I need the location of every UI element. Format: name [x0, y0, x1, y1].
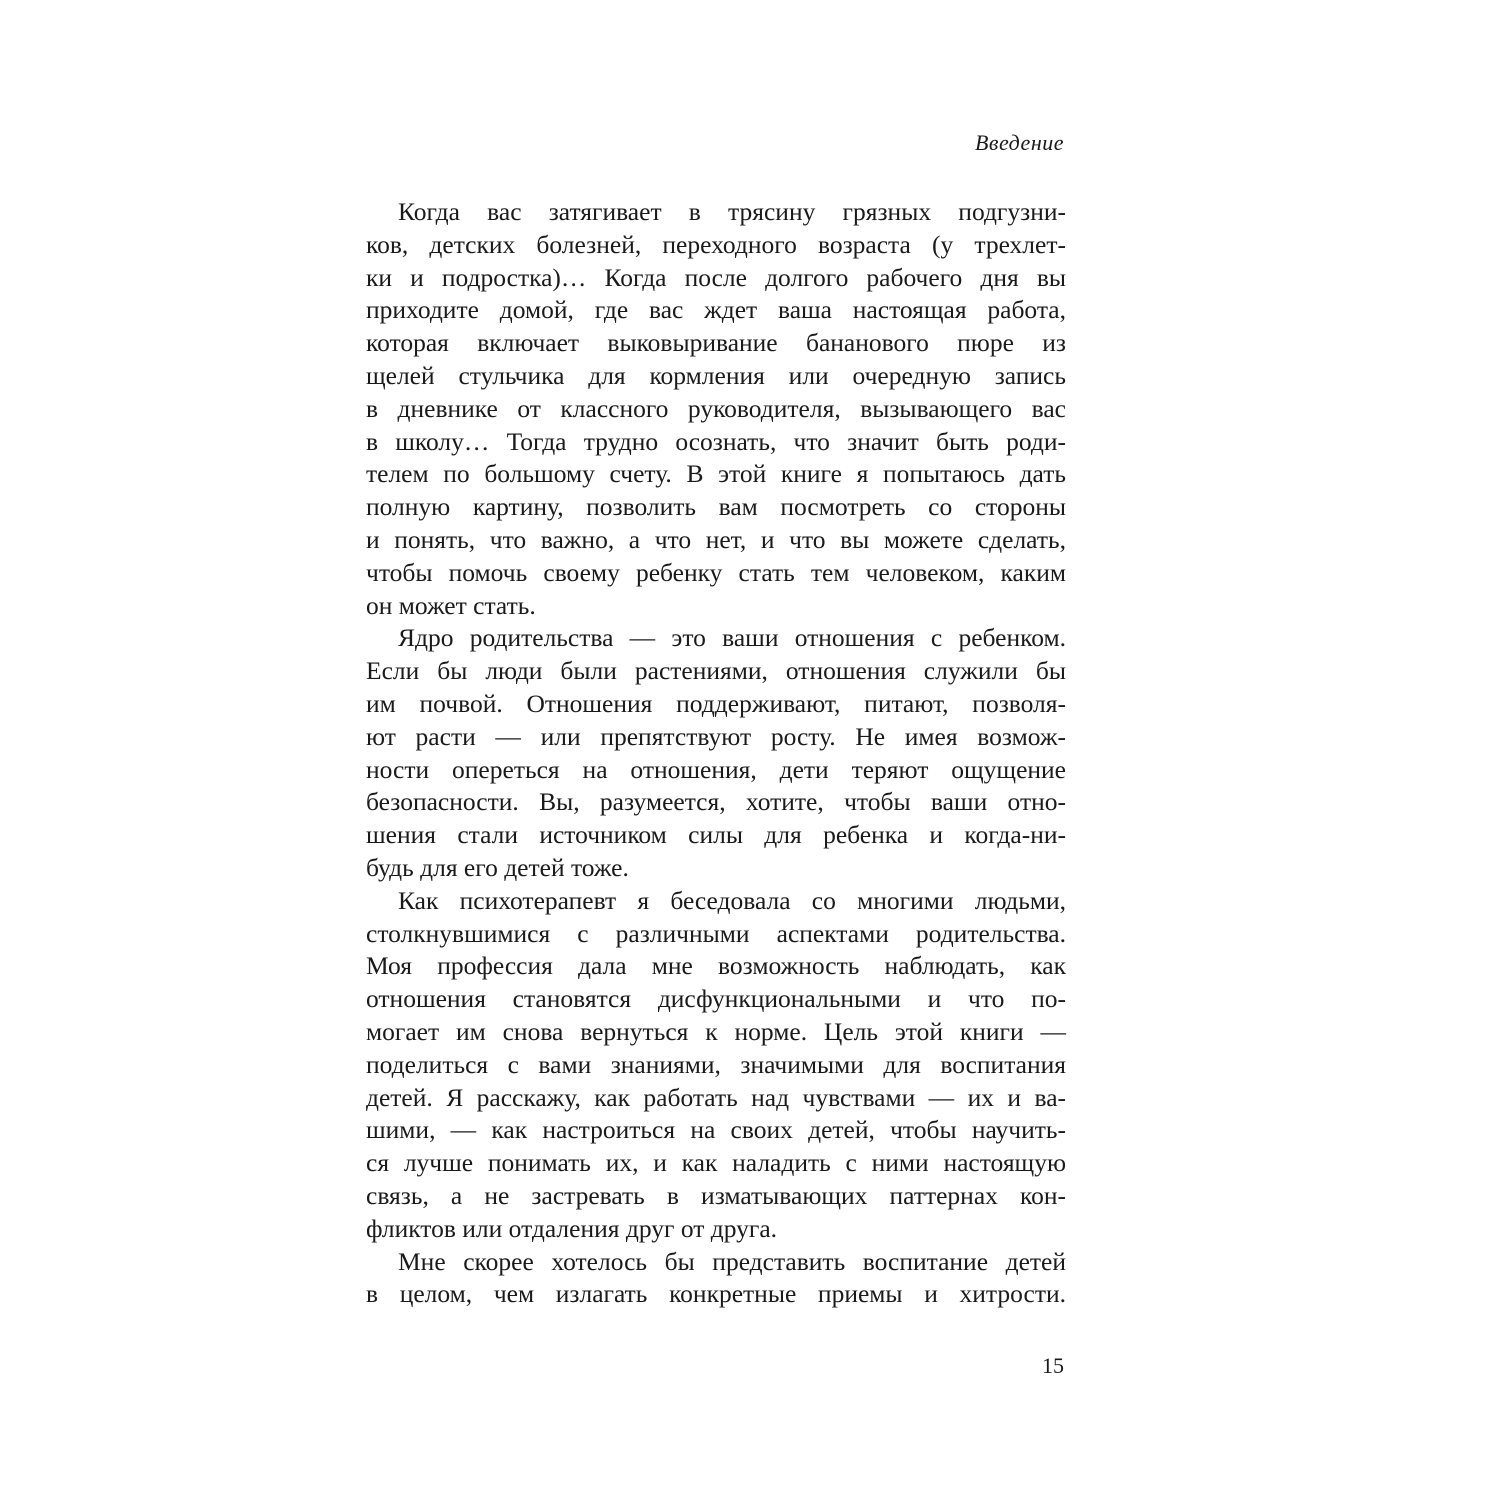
text-line: телем по большому счету. В этой книге я попытаюсь дать: [366, 459, 1066, 489]
page-number: 15: [1042, 1353, 1064, 1378]
text-line: Как психотерапевт я беседовала со многими людьми,: [398, 885, 1066, 915]
text-line: поделиться с вами знаниями, значимыми для воспитания: [366, 1049, 1066, 1079]
text-line: отношения становятся дисфункциональными и что по-: [366, 984, 1066, 1014]
body-text: [366, 196, 1066, 1311]
text-line: в школу… Тогда трудно осознать, что значит быть роди-: [366, 426, 1066, 456]
text-line: приходите домой, где вас ждет ваша настоящая работа,: [366, 295, 1066, 325]
text-line: детей. Я расскажу, как работать над чувствами — их и ва-: [366, 1082, 1066, 1112]
text-line: связь, а не застревать в изматывающих паттернах кон-: [366, 1180, 1066, 1210]
running-head: Введение: [974, 130, 1064, 155]
text-line: Моя профессия дала мне возможность наблюдать, как: [366, 951, 1066, 981]
text-line: шими, — как настроиться на своих детей, чтобы научить-: [366, 1115, 1066, 1145]
text-line: шения стали источником силы для ребенка и когда-ни-: [366, 820, 1066, 850]
text-line: в целом, чем излагать конкретные приемы и хитрости.: [366, 1279, 1066, 1309]
text-line: фликтов или отдаления друг от друга.: [366, 1213, 778, 1243]
text-line: Если бы люди были растениями, отношения служили бы: [366, 656, 1066, 686]
text-line: будь для его детей тоже.: [366, 852, 629, 882]
text-line: Ядро родительства — это ваши отношения с ребенком.: [398, 623, 1066, 653]
text-line: которая включает выковыривание бананового пюре из: [366, 328, 1066, 358]
text-line: полную картину, позволить вам посмотреть со стороны: [366, 492, 1066, 522]
text-line: и понять, что важно, а что нет, и что вы можете сделать,: [366, 524, 1066, 554]
text-line: ков, детских болезней, переходного возраста (у трехлет-: [366, 229, 1066, 259]
text-line: безопасности. Вы, разумеется, хотите, чтобы ваши отно-: [366, 787, 1066, 817]
text-line: могает им снова вернуться к норме. Цель этой книги —: [366, 1016, 1066, 1046]
text-line: в дневнике от классного руководителя, вызывающего вас: [366, 393, 1066, 423]
text-line: он может стать.: [366, 590, 536, 620]
text-line: ности опереться на отношения, дети теряют ощущение: [366, 754, 1066, 784]
text-line: чтобы помочь своему ребенку стать тем человеком, каким: [366, 557, 1066, 587]
text-line: Когда вас затягивает в трясину грязных подгузни-: [398, 197, 1066, 226]
text-line: ся лучше понимать их, и как наладить с ними настоящую: [366, 1148, 1066, 1178]
text-line: ют расти — или препятствуют росту. Не имея возмож-: [366, 721, 1066, 751]
text-line: им почвой. Отношения поддерживают, питают, позволя-: [366, 688, 1066, 718]
text-line: ки и подростка)… Когда после долгого рабочего дня вы: [366, 262, 1066, 292]
text-line: щелей стульчика для кормления или очередную запись: [366, 360, 1066, 390]
text-line: Мне скорее хотелось бы представить воспитание детей: [398, 1246, 1066, 1276]
text-line: столкнувшимися с различными аспектами родительства.: [366, 918, 1066, 948]
